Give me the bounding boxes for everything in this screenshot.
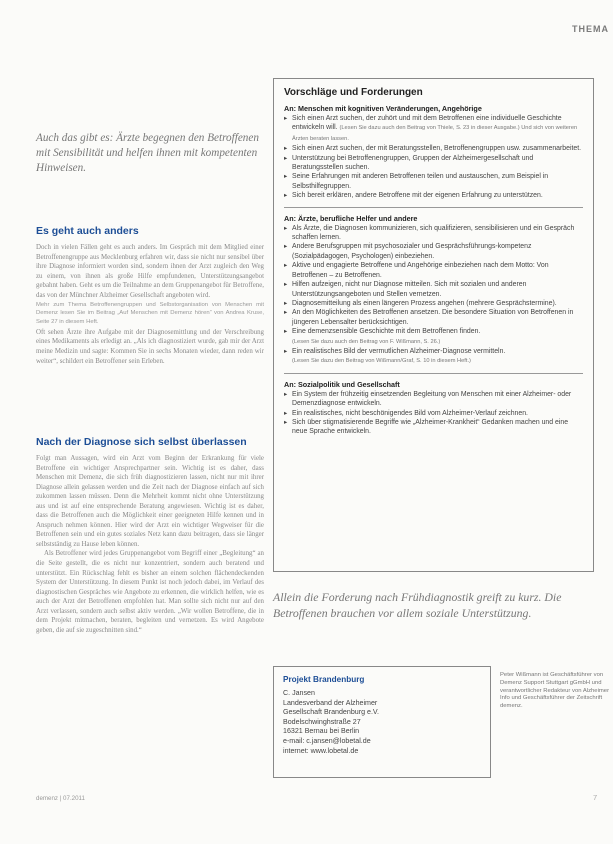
list-item: ▸ Seine Erfahrungen mit anderen Betroffenen teilen und austauschen, zum Beispiel in Selbsthilfegruppen. bbox=[284, 172, 583, 191]
list-item: ▸ An den Möglichkeiten des Betroffenen ansetzen. Die besondere Situation von Betroffenen in jüngeren Lebensalter berücksichtigen. bbox=[284, 308, 583, 327]
box-title: Vorschläge und Forderungen bbox=[284, 87, 423, 98]
list-item: ▸ Ein realistisches Bild der vermutlichen Alzheimer-Diagnose vermitteln. (Lesen Sie dazu den Beitrag von Wißmann/Graf, S. 10 in diesem Heft.) bbox=[284, 347, 583, 367]
section-label: THEMA bbox=[572, 24, 609, 34]
pull-quote-top: Auch das gibt es: Ärzte begegnen den Betroffenen mit Sensibilität und helfen ihnen mit kompetenten Hinweisen. bbox=[36, 132, 259, 174]
box-list bbox=[284, 390, 583, 437]
list-item: ▸ Ein realistisches, nicht beschönigendes Bild vom Alzheimer-Verlauf zeichnen. bbox=[284, 409, 583, 418]
list-item: ▸ Andere Berufsgruppen mit psychosozialer und Gesprächsführungs-kompetenz (Sozialpädagogen, Psychologen) einbeziehen. bbox=[284, 242, 583, 261]
project-website[interactable]: internet: www.lobetal.de bbox=[283, 746, 359, 755]
project-line: Gesellschaft Brandenburg e.V. bbox=[283, 708, 379, 717]
paragraph: Als Betroffener wird jedes Gruppenangebot vom Begriff einer „Begleitung“ an die Seite gestellt, die es nicht nur konzentriert, sondern auch beratend und unterstützt. Ein Rückschlag fehlt es bisher an einem solchen flächendeckenden System der Unterstützung. In diesem Punkt ist noch jedoch dabei, im Verlauf des diagnostischen Gespräches wie Angebote zu erkennen, die wirklich helfen, wie es auch der Arzt der Betroffenen empfohlen hat. Man sollte sich nicht nur auf den Arzt verlassen, sondern auch selbst aktiv werden. „Wir wollen Betroffene, die in dem Projekt mitmachen, beraten, begleiten und vernetzen. Es wird Angebote geben, die auf sie zugeschnitten sind.“ bbox=[36, 550, 264, 634]
paragraph: Doch in vielen Fällen geht es auch anders. Im Gespräch mit dem Mitglied einer Betroffenengruppe aus Mecklenburg erfahren wir, dass sie nicht nur sensibel über ihre Diagnose informiert worden sind, sondern ihnen der Arzt zugleich den Weg zu einem, von ihnen als große Hilfe empfundenen, Unterstützungsangebot gebahnt haben. Geht es um die Teilnahme an dem Gruppenangebot für Betroffene, das von der Münchner Alzheimer Gesellschaft angeboten wird. bbox=[36, 244, 264, 299]
project-line: C. Jansen bbox=[283, 689, 315, 697]
box-list bbox=[284, 224, 583, 367]
list-item: ▸ Hilfen aufzeigen, nicht nur Diagnose mitteilen. Sich mit sozialen und anderen Unterstützungsangeboten und Stellen vernetzen. bbox=[284, 280, 583, 299]
project-box bbox=[273, 666, 491, 778]
paragraph: Folgt man Aussagen, wird ein Arzt vom Beginn der Erkrankung für viele Betroffene ein wichtiger Ansprechpartner sein. Wichtig ist es daher, dass Menschen mit Demenz, die sich früh diagnostizieren lassen, nicht nur mit ihrer Diagnose allein gelassen werden und die Zeit nach der Diagnose einfach auf sich zukommen lassen müssen. Denn die Mehrheit kommt nicht ohne Unterstützung aus und ist auf eine entsprechende Beratung angewiesen. Wichtig ist es daher, dass die Betroffenen auch die Möglichkeit einer geeigneten Hilfe kennen und in Anspruch nehmen können. Hier wird der Arzt ein wichtiger Wegweiser für die Betroffenen sein und ein gutes soziales Netz kann dazu beitragen, dass sie länger selbstständig zu Hause leben können. bbox=[36, 455, 264, 548]
author-caption: Peter Wißmann ist Geschäftsführer von Demenz Support Stuttgart gGmbH und verantwortlicher Redakteur von Alzheimer Info und Geschäftsführer der Zeitschrift demenz. bbox=[500, 672, 610, 710]
section-heading: Es geht auch anders bbox=[36, 225, 139, 237]
box-list bbox=[284, 114, 583, 201]
list-item: ▸ Als Ärzte, die Diagnosen kommunizieren, sich qualifizieren, sensibilisieren und ein Gespräch schaffen lernen. bbox=[284, 224, 583, 243]
pull-quote-bottom: Allein die Forderung nach Frühdiagnostik greift zu kurz. Die Betroffenen brauchen vor allem soziale Unterstützung. bbox=[273, 590, 562, 620]
section-heading: Nach der Diagnose sich selbst überlassen bbox=[36, 436, 247, 448]
box-section-heading: An: Menschen mit kognitiven Veränderungen, Angehörige bbox=[284, 104, 482, 113]
project-line: Landesverband der Alzheimer bbox=[283, 698, 378, 707]
page-number: 7 bbox=[593, 793, 598, 802]
paragraph: Oft sehen Ärzte ihre Aufgabe mit der Diagnosemittlung und der Verschreibung eines Medikaments als erledigt an. „Als ich diagnostiziert wurde, gab mir der Arzt meine Medizin und sagte: Kommen Sie in sechs Monaten wieder, dann reden wir weiter“, schildert ein Betroffener sein Erleben. bbox=[36, 328, 264, 365]
list-item: ▸ Sich bereit erklären, andere Betroffene mit der eigenen Erfahrung zu unterstützen. bbox=[284, 191, 583, 200]
project-title: Projekt Brandenburg bbox=[283, 675, 365, 684]
list-item: ▸ Ein System der frühzeitig einsetzenden Begleitung von Menschen mit einer Alzheimer- oder Demenzdiagnose entwickeln. bbox=[284, 390, 583, 409]
divider bbox=[284, 207, 583, 208]
list-item: ▸ Eine demenzsensible Geschichte mit dem Betroffenen finden. (Lesen Sie dazu auch den Beitrag von F. Wißmann, S. 26.) bbox=[284, 327, 583, 347]
project-line: 16321 Bernau bei Berlin bbox=[283, 727, 360, 736]
box-section-heading: An: Ärzte, berufliche Helfer und andere bbox=[284, 213, 418, 223]
proposals-box bbox=[273, 78, 594, 572]
list-item: ▸ Unterstützung bei Betroffenengruppen, Gruppen der Alzheimergesellschaft und Beratungsstellen suchen. bbox=[284, 154, 583, 173]
project-line: Bodelschwinghstraße 27 bbox=[283, 717, 361, 726]
section2-body bbox=[36, 454, 264, 635]
box-section-heading: An: Sozialpolitik und Gesellschaft bbox=[284, 379, 400, 389]
list-item: ▸ Sich über stigmatisierende Begriffe wie „Alzheimer-Krankheit“ Gedanken machen und eine neue Sprache entwickeln. bbox=[284, 418, 583, 437]
list-item: ▸ Aktive und engagierte Betroffene und Angehörige einbeziehen nach dem Motto: Von Betroffenen – zu Betroffenen. bbox=[284, 261, 583, 280]
list-item: ▸ Sich einen Arzt suchen, der mit Beratungsstellen, Betroffenengruppen usw. zusammenarbeitet. bbox=[284, 144, 583, 153]
footnote: Mehr zum Thema Betroffenengruppen und Selbstorganisation von Menschen mit Demenz lesen Sie im Beitrag „Auf Menschen mit Demenz hören“ von Andrea Kruse, Seite 27 in diesem Heft. bbox=[36, 302, 264, 325]
project-email[interactable]: e-mail: c.jansen@lobetal.de bbox=[283, 736, 371, 745]
section1-body bbox=[36, 243, 264, 366]
issue-footer: demenz | 07.2011 bbox=[36, 795, 85, 802]
list-item: ▸ Sich einen Arzt suchen, der zuhört und mit dem Betroffenen eine individuelle Geschichte entwickeln will. (Lesen Sie dazu auch den Beitrag von Thiele, S. 23 in dieser Ausgabe.) Und sich von weiteren Ärzten beraten lassen. bbox=[284, 114, 583, 144]
divider bbox=[284, 373, 583, 374]
list-item: ▸ Diagnosemitteilung als einen längeren Prozess angehen (mehrere Gesprächstermine). bbox=[284, 299, 583, 308]
